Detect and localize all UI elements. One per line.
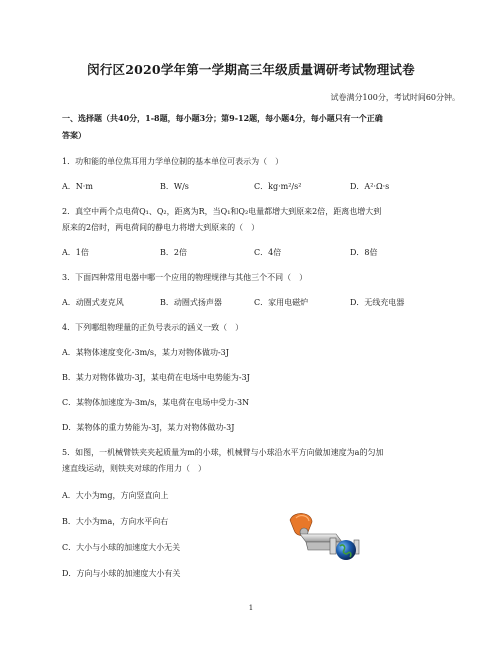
exam-info: 试卷满分100分，考试时间60分钟。: [330, 93, 460, 102]
q1-option-a: A．N·m: [62, 182, 93, 191]
question-5-stem-line1: 5．如图，一机械臂铁夹夹起质量为m的小球，机械臂与小球沿水平方向做加速度为a的匀加: [62, 448, 384, 457]
q5-option-a: A．大小为mg，方向竖直向上: [62, 491, 169, 500]
q3-option-a: A．动圈式麦克风: [62, 298, 124, 307]
section-heading: [62, 110, 462, 144]
ball: [336, 540, 356, 560]
q1-option-c: C．kg·m²/s²: [254, 182, 302, 191]
section-heading-line1: 一、选择题（共40分，1-8题，每小题3分；第9-12题，每小题4分，每小题只有一个正确: [62, 113, 383, 123]
q4-option-d: D．某物体的重力势能为-3J，某力对物体做功-3J: [62, 423, 235, 432]
page-title: 闵行区2020学年第一学期高三年级质量调研考试物理试卷: [87, 62, 415, 77]
q2-option-b: B．2倍: [160, 248, 187, 257]
q2-option-a: A．1倍: [62, 248, 89, 257]
question-2-stem-line2: 原来的2倍时，两电荷间的静电力将增大到原来的（ ）: [62, 223, 260, 232]
page-number: 1: [248, 604, 254, 612]
q2-option-d: D．8倍: [350, 248, 378, 257]
q3-option-b: B．动圈式扬声器: [160, 298, 222, 307]
gripper-jaw-left: [330, 538, 336, 554]
q5-option-b: B．大小为ma，方向水平向右: [62, 517, 169, 526]
q5-option-d: D．方向与小球的加速度大小有关: [62, 569, 181, 578]
q1-option-d: D．A²·Ω·s: [350, 182, 390, 191]
question-5-stem-line2: 速直线运动，则铁夹对球的作用力（ ）: [62, 464, 206, 473]
q4-option-a: A．某物体速度变化-3m/s，某力对物体做功-3J: [62, 348, 229, 357]
question-3-stem: 3．下面四种常用电器中哪一个应用的物理规律与其他三个不同（ ）: [62, 273, 308, 282]
question-4-stem: 4．下列哪组物理量的正负号表示的涵义一致（ ）: [62, 323, 244, 332]
q4-option-b: B．某力对物体做功-3J，某电荷在电场中电势能为-3J: [62, 373, 250, 382]
question-2-stem-line1: 2．真空中两个点电荷Q₁、Q₂，距离为R，当Q₁和Q₂电量都增大到原来2倍，距离也增大到: [62, 207, 382, 216]
question-1-stem: 1．功和能的单位焦耳用力学单位制的基本单位可表示为（ ）: [62, 157, 284, 166]
q2-option-c: C．4倍: [254, 248, 282, 257]
q3-option-d: D．无线充电器: [350, 298, 405, 307]
section-heading-line2: 答案）: [62, 130, 86, 140]
q5-option-c: C．大小与小球的加速度大小无关: [62, 543, 181, 552]
q4-option-c: C．某物体加速度为-3m/s，某电荷在电场中受力-3N: [62, 398, 250, 407]
q1-option-b: B．W/s: [160, 182, 189, 191]
robot-arm-figure: [286, 512, 368, 568]
q3-option-c: C．家用电磁炉: [254, 298, 309, 307]
